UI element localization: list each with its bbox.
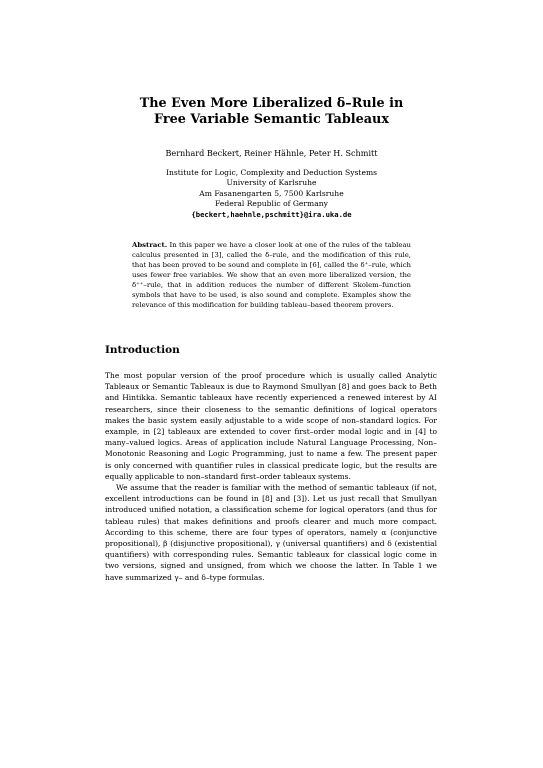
affiliation-block: [0, 168, 543, 220]
section-heading-introduction: Introduction: [105, 344, 180, 356]
abstract-label: Abstract.: [132, 241, 168, 249]
paper-title: [0, 96, 543, 128]
introduction-body: [105, 370, 437, 583]
affiliation-line: Federal Republic of Germany: [215, 199, 328, 209]
abstract: [132, 240, 411, 310]
affiliation-line: Institute for Logic, Complexity and Deduction Systems: [165, 168, 378, 177]
body-paragraph: We assume that the reader is familiar with the method of semantic tableaux (if not, excellent introductions can be found in [8] and [3]). Let us just recall that Smullyan introduced unified notation, a classification scheme for logical operators (and thus for tableau rules) that makes definitions and proofs clearer and much more compact. According to this scheme, there are four types of operators, namely α (conjunctive propositional), β (disjunctive propositional), γ (universal quantifiers) and δ (existential quantifiers) with corresponding rules. Semantic tableaux for classical logic come in two versions, signed and unsigned, from which we choose the latter. In Table 1 we have summarized γ– and δ–type formulas.: [105, 483, 437, 582]
title-line-1: The Even More Liberalized δ–Rule in: [139, 96, 404, 111]
body-paragraph: The most popular version of the proof procedure which is usually called Analytic Tableaux or Semantic Tableaux is due to Raymond Smullyan [8] and goes back to Beth and Hintikka. Semantic tableaux have recently experienced a renewed interest by AI researchers, since their closeness to the semantic definitions of logical operators makes the basic system easily adjustable to a wide scope of non–standard logics. For example, in [2] tableaux are extended to cover first–order modal logic and in [4] to many–valued logics. Areas of application include Natural Language Processing, Non–Monotonic Reasoning and Logic Programming, just to name a few. The present paper is only concerned with quantifier rules in classical predicate logic, but the results are equally applicable to non–standard first–order tableaux systems.: [105, 371, 437, 481]
affiliation-line: University of Karlsruhe: [226, 178, 317, 188]
title-line-2: Free Variable Semantic Tableaux: [154, 112, 389, 127]
affiliation-line: Am Fasanengarten 5, 7500 Karlsruhe: [199, 188, 344, 198]
author-email: {beckert,haehnle,pschmitt}@ira.uka.de: [191, 209, 352, 219]
author-list: Bernhard Beckert, Reiner Hähnle, Peter H. Schmitt: [165, 148, 378, 158]
abstract-text: In this paper we have a closer look at one of the rules of the tableau calculus presented in [3], called the δ–rule, and the modification of this rule, that has been proved to be sound and complete in [6], called the δ⁺–rule, which uses fewer free variables. We show that an even more liberalized version, the δ⁺⁺–rule, that in addition reduces the number of different Skolem–function symbols that have to be used, is also sound and complete. Examples show the relevance of this modification for building tableau–based theorem provers.: [132, 241, 411, 309]
